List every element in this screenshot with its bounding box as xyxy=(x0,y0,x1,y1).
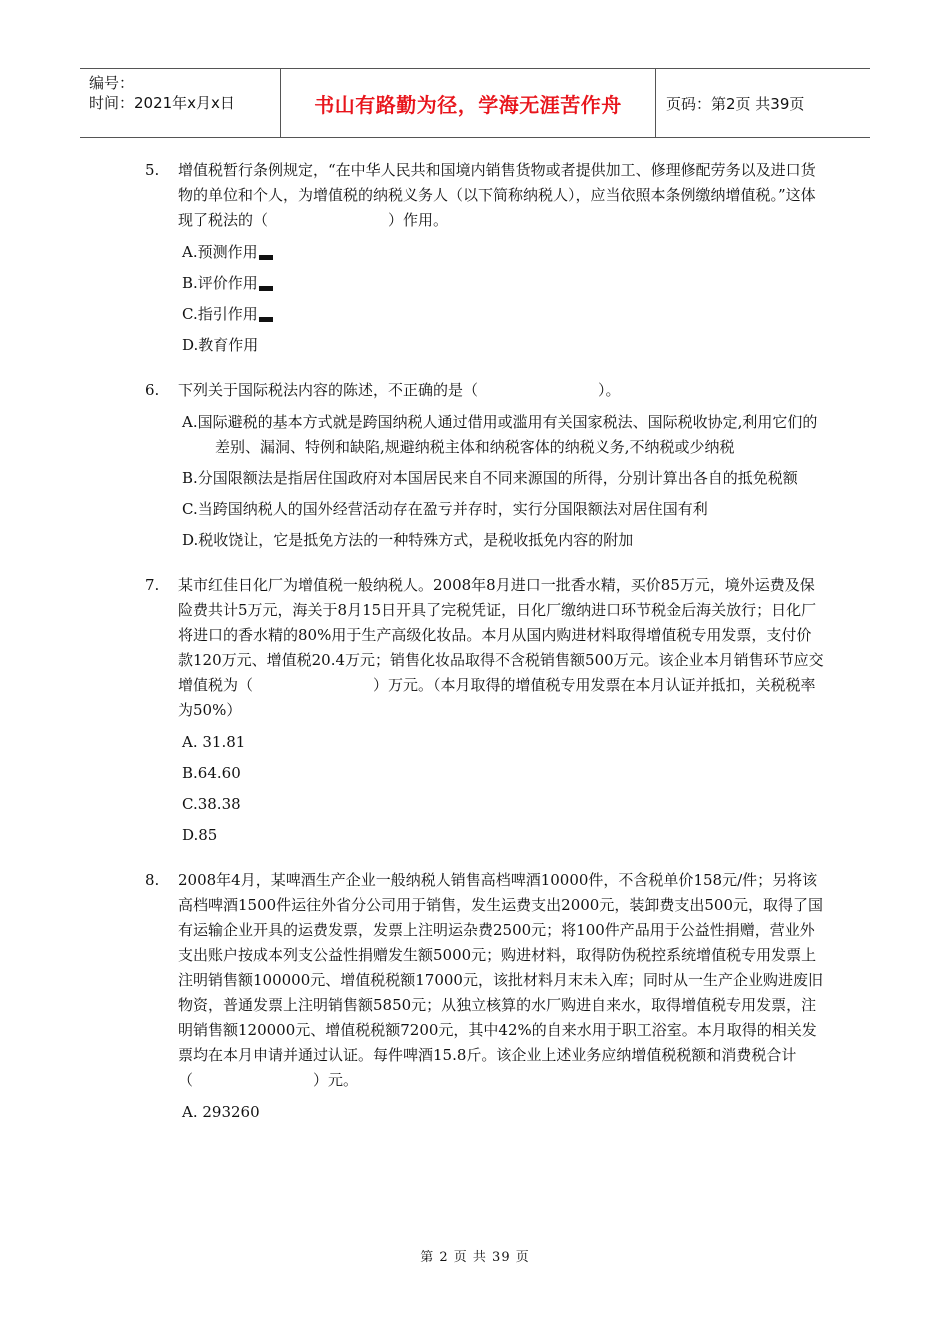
question-text: 下列关于国际税法内容的陈述，不正确的是（ ）。 xyxy=(178,381,621,399)
document-number-label: 编号： xyxy=(89,74,135,92)
header-page-info: 页码：第2页 共39页 xyxy=(666,94,805,113)
page-header xyxy=(80,68,870,138)
question-7 xyxy=(145,573,825,848)
header-motto: 书山有路勤为径，学海无涯苦作舟 xyxy=(281,69,656,137)
page-footer: 第 2 页 共 39 页 xyxy=(420,1250,530,1265)
option-b: B.64.60 xyxy=(182,764,241,782)
option-d: D.教育作用 xyxy=(182,336,259,354)
question-8 xyxy=(145,868,825,1125)
option-a: A.国际避税的基本方式就是跨国纳税人通过借用或滥用有关国家税法、国际税收协定,利用它们的差别、漏洞、特例和缺陷,规避纳税主体和纳税客体的纳税义务,不纳税或少纳税 xyxy=(182,413,818,456)
option-a: A.预测作用 xyxy=(182,240,825,265)
answer-mark-icon xyxy=(259,286,273,291)
question-text: 2008年4月，某啤酒生产企业一般纳税人销售高档啤酒10000件，不含税单价158元/件；另将该高档啤酒1500件运往外省分公司用于销售，发生运费支出2000元，装卸费支出500元，取得了国有运输企业开具的运费发票，发票上注明运杂费2500元；将100件产品用于公益性捐赠，营业外支出账户按成本列支公益性捐赠发生额5000元；购进材料，取得防伪税控系统增值税专用发票上注明销售额100000元、增值税税额17000元，该批材料月末未入库；同时从一生产企业购进废旧物资，普通发票上注明销售额5850元；从独立核算的水厂购进自来水，取得增值税专用发票，注明销售额120000元、增值税税额7200元，其中42%的自来水用于职工浴室。本月取得的相关发票均在本月申请并通过认证。每件啤酒15.8斤。该企业上述业务应纳增值税税额和消费税合计（ ）元。 xyxy=(178,871,823,1089)
header-meta xyxy=(80,69,281,137)
question-list xyxy=(145,158,825,1145)
option-b: B.评价作用 xyxy=(182,271,825,296)
option-c: C.38.38 xyxy=(182,795,241,813)
question-text: 某市红佳日化厂为增值税一般纳税人。2008年8月进口一批香水精，买价85万元，境外运费及保险费共计5万元，海关于8月15日开具了完税凭证，日化厂缴纳进口环节税金后海关放行；日化厂将进口的香水精的80%用于生产高级化妆品。本月从国内购进材料取得增值税专用发票，支付价款120万元、增值税20.4万元；销售化妆品取得不含税销售额500万元。该企业本月销售环节应交增值税为（ ）万元。（本月取得的增值税专用发票在本月认证并抵扣，关税税率为50%） xyxy=(178,576,824,719)
question-number: 5. xyxy=(145,161,160,179)
option-a: A. 31.81 xyxy=(182,733,246,751)
question-6 xyxy=(145,378,825,553)
option-d: D.85 xyxy=(182,826,218,844)
question-number: 8. xyxy=(145,871,160,889)
question-number: 7. xyxy=(145,576,160,594)
document-date: 时间：2021年x月x日 xyxy=(89,94,235,112)
option-d: D.税收饶让，它是抵免方法的一种特殊方式，是税收抵免内容的附加 xyxy=(182,531,634,549)
question-number: 6. xyxy=(145,381,160,399)
question-5 xyxy=(145,158,825,358)
question-text: 增值税暂行条例规定，“在中华人民共和国境内销售货物或者提供加工、修理修配劳务以及进口货物的单位和个人，为增值税的纳税义务人（以下简称纳税人），应当依照本条例缴纳增值税。”这体现了税法的（ ）作用。 xyxy=(178,161,816,229)
option-a: A. 293260 xyxy=(182,1103,260,1121)
option-c: C.指引作用 xyxy=(182,302,825,327)
answer-mark-icon xyxy=(259,255,273,260)
answer-mark-icon xyxy=(259,317,273,322)
option-b: B.分国限额法是指居住国政府对本国居民来自不同来源国的所得，分别计算出各自的抵免税额 xyxy=(182,469,798,487)
option-c: C.当跨国纳税人的国外经营活动存在盈亏并存时，实行分国限额法对居住国有利 xyxy=(182,500,708,518)
